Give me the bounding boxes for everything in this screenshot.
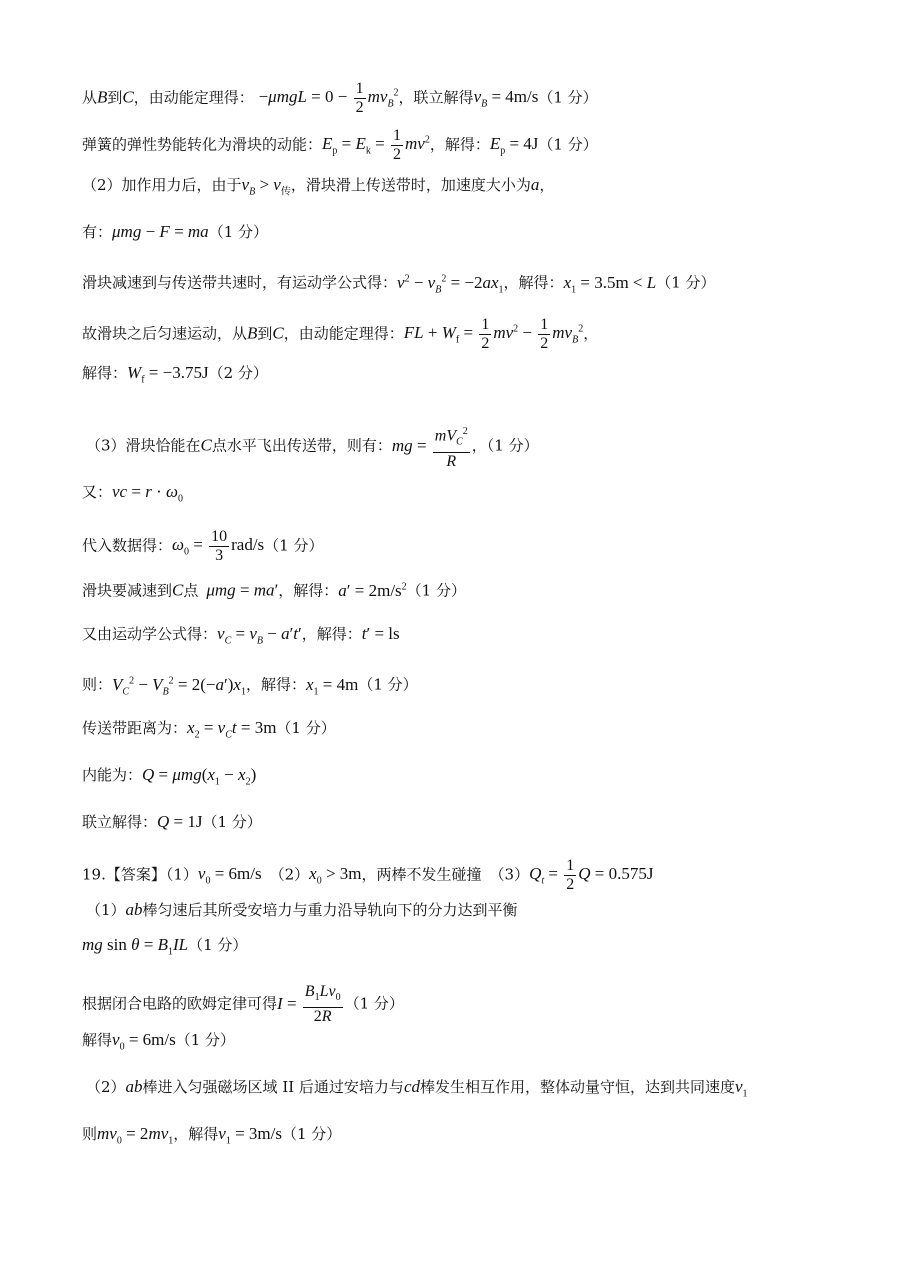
text: （2）加作用力后，由于	[82, 176, 242, 194]
formula: t′ = ls	[361, 624, 400, 643]
text: 棒匀速后其所受安培力与重力沿导轨向下的分力达到平衡	[142, 901, 518, 919]
text: （1 分）	[406, 581, 466, 600]
text: ，两棒不发生碰撞	[361, 865, 482, 884]
formula: Q = 1J	[157, 812, 203, 831]
formula: $x_1 = 3.5m < L$	[563, 272, 657, 296]
text: 根据闭合电路的欧姆定律可得	[82, 994, 278, 1013]
text: a	[530, 175, 540, 194]
text: ，由动能定理得：	[283, 324, 404, 343]
formula: μmg = ma′	[206, 580, 279, 600]
text: 到	[257, 324, 273, 343]
text: 解得	[82, 1031, 113, 1049]
text: ，解得：	[429, 135, 490, 154]
text: 代入数据得：	[82, 536, 173, 555]
text: （1 分）	[264, 536, 324, 555]
formula: $v_B = 4m/s$	[473, 87, 539, 110]
line-8	[86, 423, 860, 471]
formula: mg $\sin \theta = B_1IL$	[82, 935, 189, 958]
text: （1）	[86, 901, 126, 919]
formula: $v_0 = 6m/s$	[112, 1030, 176, 1053]
formula: $x_0 > 3m$	[309, 864, 362, 887]
formula: FL + $W_f$ = $\frac{1}{2}$ $mv^2$ − $\frac{1}{2}$ $mv_B^2$	[403, 316, 584, 352]
text: cd	[403, 1077, 420, 1096]
formula: $mv_0 = 2mv_1$	[97, 1124, 174, 1147]
text: ab	[125, 900, 143, 919]
formula: $Q_t$ = $\frac{1}{2}$ Q = 0.575J	[529, 857, 654, 893]
text: ，	[539, 176, 555, 194]
formula: $v_1$	[735, 1077, 748, 1100]
formula: μmg − F = ma	[112, 222, 209, 241]
text: C	[122, 87, 134, 107]
text: 滑块要减速到	[82, 581, 173, 600]
line-13	[82, 670, 860, 703]
text: （2）	[86, 1078, 126, 1096]
line-12	[82, 623, 860, 652]
line-23	[82, 1123, 860, 1152]
formula: $v_B > v_传$	[241, 175, 291, 198]
text: （1 分）	[358, 675, 418, 694]
text: ab	[125, 1077, 143, 1096]
text: （1 分）	[344, 994, 404, 1013]
text: 弹簧的弹性势能转化为滑块的动能：	[82, 135, 323, 154]
text: ，（1 分）	[471, 436, 539, 455]
formula: vc = $r \cdot \omega_0$	[112, 482, 184, 505]
formula: $v^2 - v_B^2 = -2ax_1$	[397, 272, 504, 296]
text: 内能为：	[82, 766, 143, 784]
text: 到	[107, 88, 123, 107]
line-14	[82, 717, 860, 746]
line-5	[82, 268, 860, 301]
text: C	[172, 580, 184, 600]
formula: $\omega_0$ = $\frac{10}{3}$ rad/s	[172, 528, 265, 564]
line-6	[82, 316, 860, 353]
line-1	[82, 80, 860, 117]
text: 又：	[82, 483, 113, 501]
formula: $E_p = 4J$	[489, 134, 539, 157]
text: 滑块减速到与传送带共速时，有运动学公式得：	[82, 273, 398, 292]
line-9	[82, 481, 860, 510]
text: B	[247, 323, 258, 343]
text: （2）	[269, 865, 310, 884]
text: （1 分）	[538, 135, 598, 154]
formula: −μmgL = 0 − $\frac{1}{2}$ $mv_B^2$	[258, 80, 399, 116]
text: （1 分）	[276, 719, 336, 737]
text: 棒发生相互作用，整体动量守恒，达到共同速度	[419, 1078, 735, 1096]
text: ，	[583, 324, 599, 343]
formula: $a' = 2m/s^2$	[338, 580, 407, 600]
line-22	[86, 1076, 860, 1105]
formula: $v_C = v_B - a't'$	[217, 624, 302, 647]
text: 点	[183, 581, 199, 600]
text: ，解得：	[503, 273, 564, 292]
text: （1 分）	[538, 88, 598, 107]
line-4	[82, 221, 860, 243]
text: （1 分）	[175, 1031, 236, 1049]
text: （2 分）	[208, 364, 268, 382]
formula: $W_f = -3.75J$	[127, 363, 209, 386]
text: ，滑块滑上传送带时，加速度大小为	[290, 176, 531, 194]
text: ，解得：	[278, 581, 339, 600]
text: （1 分）	[208, 223, 268, 241]
text: C	[200, 435, 212, 455]
line-3	[82, 174, 860, 203]
text: ，由动能定理得：	[133, 88, 254, 107]
formula: $v_1 = 3m/s$	[218, 1124, 282, 1147]
line-19	[82, 934, 860, 963]
formula: $E_p = E_k$ = $\frac{1}{2}$ $mv^2$	[322, 127, 430, 163]
text: （3）	[489, 865, 530, 884]
text: ，解得：	[301, 625, 362, 643]
line-17	[82, 857, 860, 894]
formula: $v_0 = 6m/s$	[197, 864, 262, 887]
text: 有：	[82, 223, 113, 241]
text: ，解得	[173, 1125, 219, 1143]
text: 从	[82, 88, 98, 107]
formula: $x_1 = 4m$	[305, 674, 359, 698]
line-16	[82, 811, 860, 833]
line-11	[82, 576, 860, 602]
text: （1 分）	[281, 1125, 342, 1143]
text: （1 分）	[656, 273, 716, 292]
line-18	[86, 899, 860, 921]
text: 则	[82, 1125, 98, 1143]
formula: $Q = \mu mg(x_1 - x_2)$	[142, 765, 257, 788]
line-20	[82, 983, 860, 1026]
text: 又由运动学公式得：	[82, 625, 218, 643]
line-2	[82, 127, 860, 164]
line-7	[82, 362, 860, 391]
text: （1 分）	[188, 936, 248, 954]
text: C	[272, 323, 284, 343]
text: （1 分）	[202, 813, 262, 831]
line-21	[82, 1029, 860, 1058]
text: 故滑块之后匀速运动，从	[82, 324, 248, 343]
text: 则：	[82, 675, 113, 694]
line-10	[82, 528, 860, 565]
text: （3）滑块恰能在	[86, 436, 201, 455]
text: 联立解得：	[82, 813, 158, 831]
line-15	[82, 764, 860, 793]
formula: I = $\frac{B_1Lv_0}{2R}$	[277, 983, 341, 1026]
formula: $V_C^2 - V_B^2 = 2(-a')x_1$	[112, 674, 246, 698]
formula: mg = $\frac{mV_C^2}{R}$	[392, 436, 472, 455]
text: ，解得：	[245, 675, 306, 694]
text: 点水平飞出传送带，则有：	[211, 436, 392, 455]
text: ，联立解得	[398, 88, 474, 107]
formula: $x_2 = v_Ct = 3m$	[187, 718, 277, 741]
text: 19.【答案】（1）	[82, 865, 198, 884]
text: 传送带距离为：	[82, 719, 188, 737]
text: B	[97, 87, 108, 107]
text: 棒进入匀强磁场区域 II 后通过安培力与	[142, 1078, 404, 1096]
text: 解得：	[82, 364, 128, 382]
